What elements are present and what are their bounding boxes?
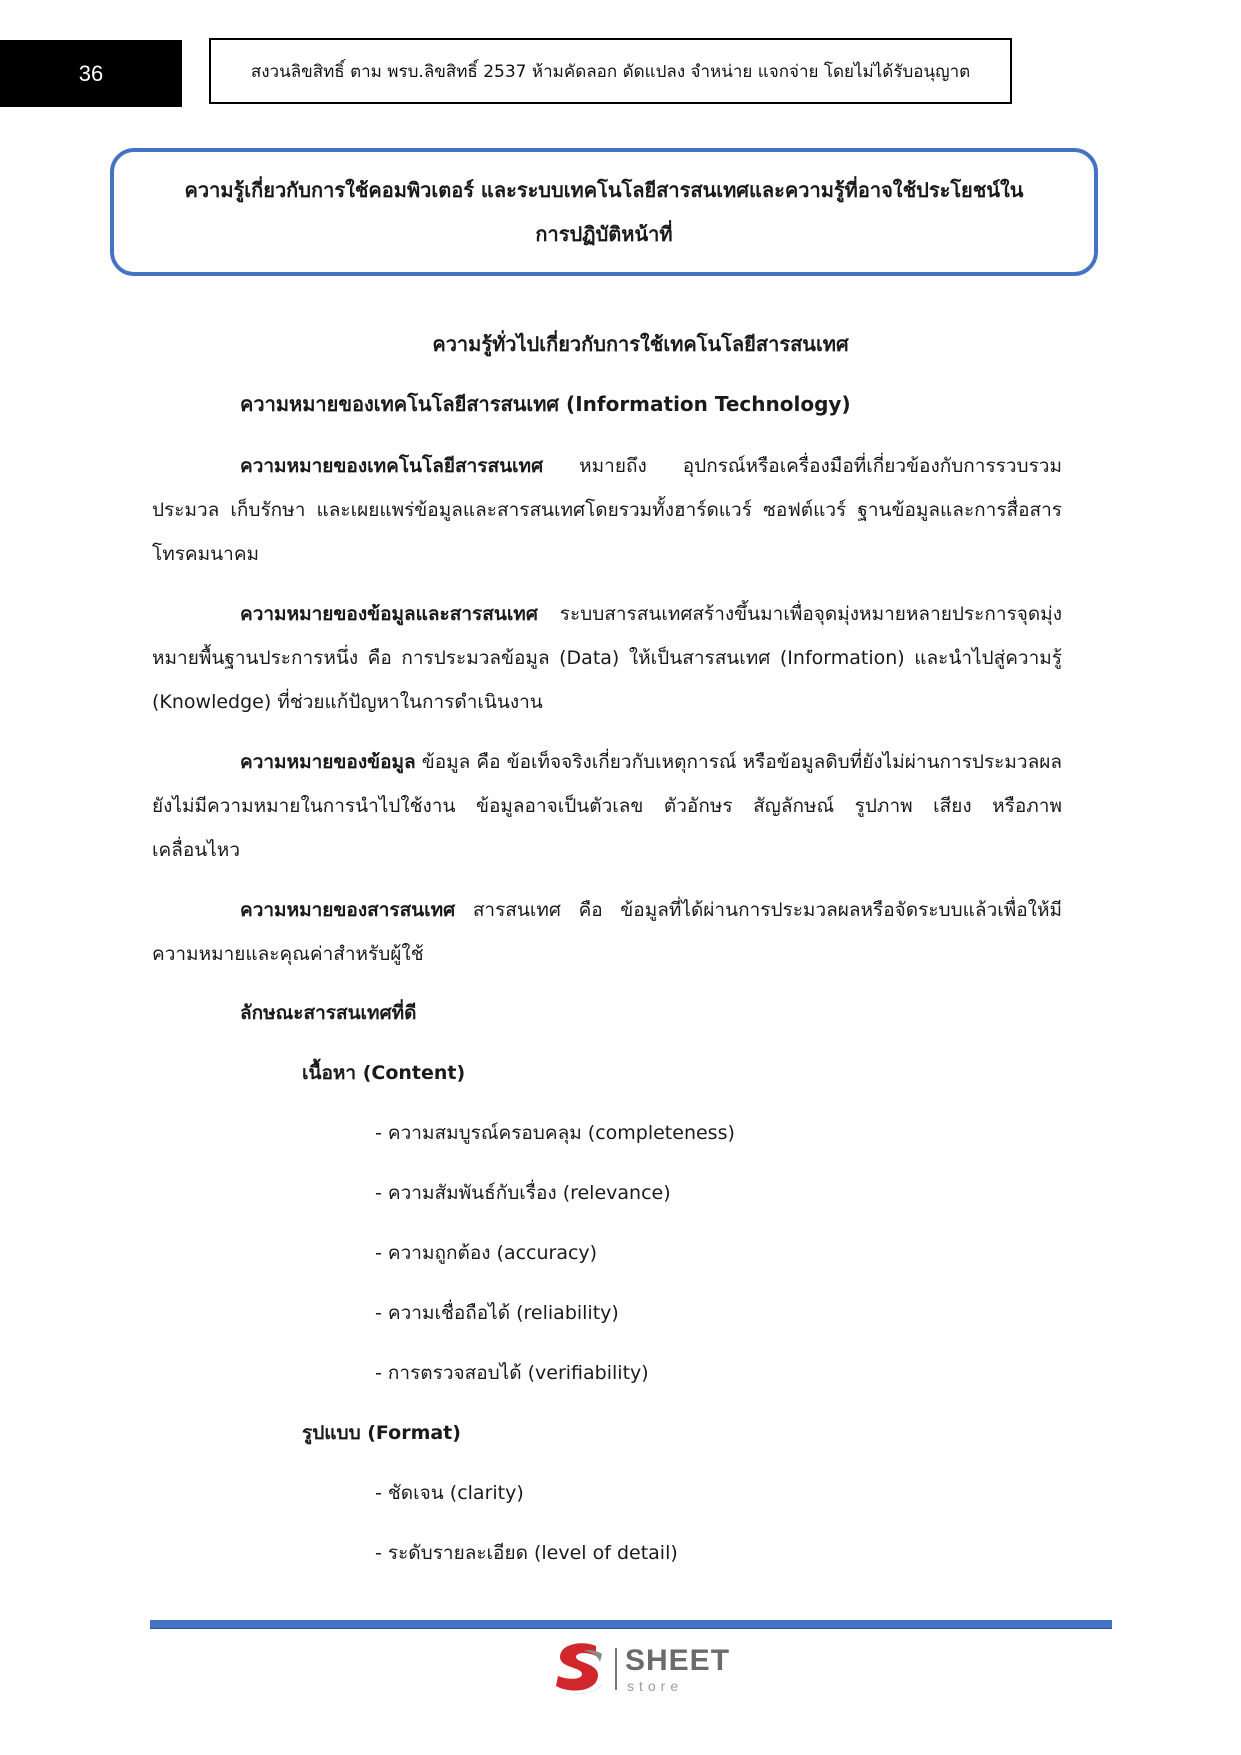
paragraph-text: ระบบสารสนเทศสร้างขึ้นมาเพื่อจุดมุ่งหมายหลายประการจุดมุ่งหมายพื้นฐานประการหนึ่ง คือ การประมวลข้อมูล (Data) ให้เป็นสารสนเทศ (Information) และนำไปสู่ความรู้ (Knowledge) ที่ช่วยแก้ปัญหาในการดำเนินงาน — [152, 603, 1062, 713]
chapter-title-line-1: ความรู้เกี่ยวกับการใช้คอมพิวเตอร์ และระบบเทคโนโลยีสารสนเทศและความรู้ที่อาจใช้ประโยชน์ใน — [184, 178, 1024, 202]
paragraph-term: ความหมายของเทคโนโลยีสารสนเทศ — [240, 455, 544, 477]
chapter-title-line-2: การปฏิบัติหน้าที่ — [535, 222, 673, 246]
copyright-notice — [209, 38, 1012, 104]
logo-subtitle: store — [627, 1678, 684, 1694]
paragraph-data-definition — [152, 740, 1062, 872]
paragraph-text: ข้อมูล คือ ข้อเท็จจริงเกี่ยวกับเหตุการณ์ หรือข้อมูลดิบที่ยังไม่ผ่านการประมวลผล ยังไม่มีความหมายในการนำไปใช้งาน ข้อมูลอาจเป็นตัวเลข ตัวอักษร สัญลักษณ์ รูปภาพ เสียง หรือภาพเคลื่อนไหว — [152, 751, 1062, 861]
logo-wordmark: SHEET — [625, 1644, 731, 1677]
sheet-store-s-icon — [552, 1640, 608, 1698]
paragraph-term: ความหมายของสารสนเทศ — [240, 899, 456, 921]
logo-divider — [615, 1648, 617, 1690]
qualities-heading: ลักษณะสารสนเทศที่ดี — [240, 1002, 417, 1024]
format-item: - ชัดเจน (clarity) — [375, 1482, 524, 1504]
content-item: - ความสัมพันธ์กับเรื่อง (relevance) — [375, 1182, 671, 1204]
paragraph-text: หมายถึง อุปกรณ์หรือเครื่องมือที่เกี่ยวข้องกับการรวบรวมประมวล เก็บรักษา และเผยแพร่ข้อมูลและสารสนเทศโดยรวมทั้งฮาร์ดแวร์ ซอฟต์แวร์ ฐานข้อมูลและการสื่อสาร โทรคมนาคม — [152, 455, 1062, 565]
format-item: - ระดับรายละเอียด (level of detail) — [375, 1542, 678, 1564]
paragraph-text: สารสนเทศ คือ ข้อมูลที่ได้ผ่านการประมวลผลหรือจัดระบบแล้วเพื่อให้มีความหมายและคุณค่าสำหรับผู้ใช้ — [152, 899, 1062, 965]
page-number — [0, 40, 182, 107]
it-definition-heading: ความหมายของเทคโนโลยีสารสนเทศ (Information Technology) — [240, 392, 851, 416]
sheet-store-logo — [552, 1640, 732, 1698]
copyright-text: สงวนลิขสิทธิ์ ตาม พรบ.ลิขสิทธิ์ 2537 ห้ามคัดลอก ดัดแปลง จำหน่าย แจกจ่าย โดยไม่ได้รับอนุญาต — [250, 61, 971, 82]
paragraph-data-information — [152, 592, 1062, 724]
content-item: - ความเชื่อถือได้ (reliability) — [375, 1302, 619, 1324]
page-number-text: 36 — [78, 60, 104, 86]
chapter-title-box — [110, 148, 1098, 276]
content-heading: เนื้อหา (Content) — [302, 1062, 466, 1084]
paragraph-it-definition — [152, 444, 1062, 576]
paragraph-term: ความหมายของข้อมูล — [240, 751, 416, 773]
footer-rule — [150, 1620, 1112, 1629]
section-title: ความรู้ทั่วไปเกี่ยวกับการใช้เทคโนโลยีสารสนเทศ — [432, 332, 849, 356]
content-item: - การตรวจสอบได้ (verifiability) — [375, 1362, 649, 1384]
content-item: - ความถูกต้อง (accuracy) — [375, 1242, 598, 1264]
content-item: - ความสมบูรณ์ครอบคลุม (completeness) — [375, 1122, 735, 1144]
paragraph-information-definition — [152, 888, 1062, 976]
format-heading: รูปแบบ (Format) — [302, 1422, 461, 1444]
paragraph-term: ความหมายของข้อมูลและสารสนเทศ — [240, 603, 538, 625]
